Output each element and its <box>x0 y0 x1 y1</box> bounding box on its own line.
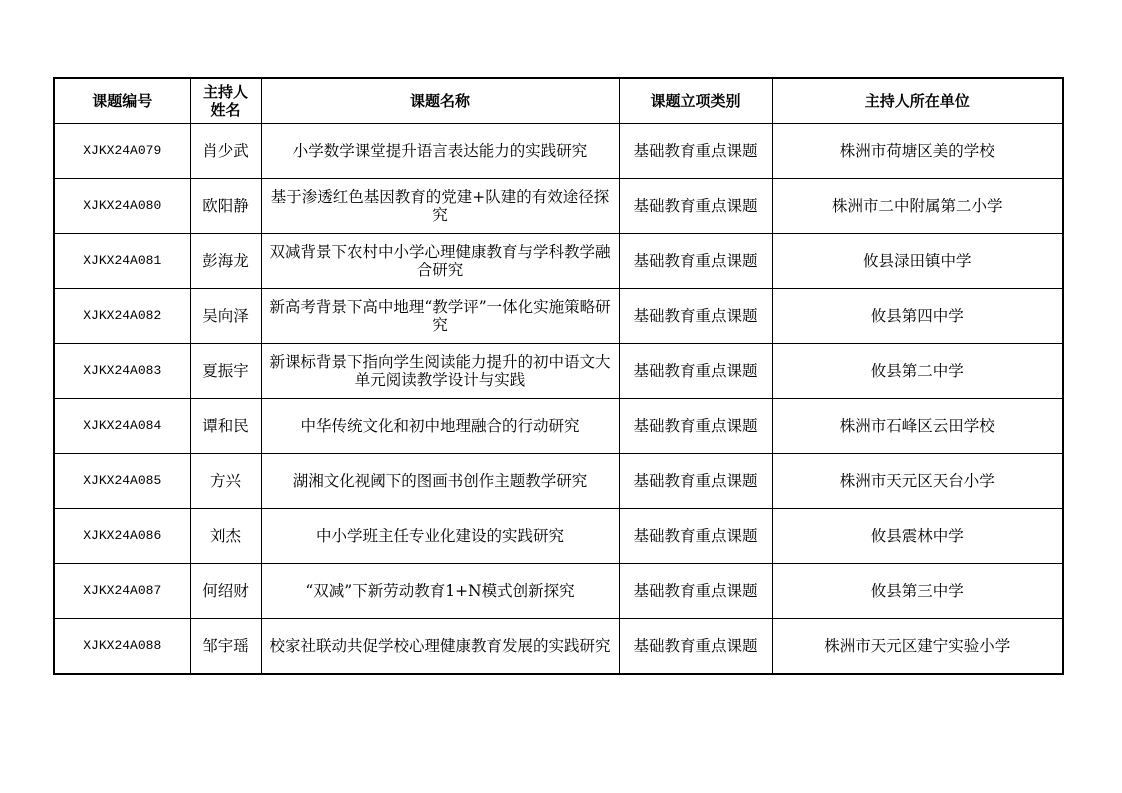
header-category: 课题立项类别 <box>619 78 772 124</box>
cell-title: 小学数学课堂提升语言表达能力的实践研究 <box>261 124 619 179</box>
table-row <box>54 124 1063 179</box>
cell-code: XJKX24A088 <box>54 619 190 675</box>
cell-host: 彭海龙 <box>190 234 261 289</box>
cell-unit: 攸县渌田镇中学 <box>772 234 1063 289</box>
cell-host: 谭和民 <box>190 399 261 454</box>
cell-unit: 株洲市天元区天台小学 <box>772 454 1063 509</box>
header-code: 课题编号 <box>54 78 190 124</box>
cell-title: 新课标背景下指向学生阅读能力提升的初中语文大单元阅读教学设计与实践 <box>261 344 619 399</box>
cell-unit: 攸县第三中学 <box>772 564 1063 619</box>
cell-title: 湖湘文化视阈下的图画书创作主题教学研究 <box>261 454 619 509</box>
cell-code: XJKX24A083 <box>54 344 190 399</box>
cell-code: XJKX24A084 <box>54 399 190 454</box>
cell-unit: 攸县第四中学 <box>772 289 1063 344</box>
cell-category: 基础教育重点课题 <box>619 289 772 344</box>
table-row <box>54 234 1063 289</box>
cell-code: XJKX24A087 <box>54 564 190 619</box>
table-row <box>54 179 1063 234</box>
project-table <box>53 77 1064 675</box>
cell-category: 基础教育重点课题 <box>619 454 772 509</box>
cell-host: 夏振宇 <box>190 344 261 399</box>
header-host <box>190 78 261 124</box>
cell-unit: 株洲市天元区建宁实验小学 <box>772 619 1063 675</box>
cell-host: 刘杰 <box>190 509 261 564</box>
cell-title: 双减背景下农村中小学心理健康教育与学科教学融合研究 <box>261 234 619 289</box>
cell-unit: 攸县第二中学 <box>772 344 1063 399</box>
cell-host: 何绍财 <box>190 564 261 619</box>
table-row <box>54 564 1063 619</box>
cell-title: 基于渗透红色基因教育的党建+队建的有效途径探究 <box>261 179 619 234</box>
cell-unit: 株洲市石峰区云田学校 <box>772 399 1063 454</box>
table-row <box>54 289 1063 344</box>
cell-code: XJKX24A086 <box>54 509 190 564</box>
cell-unit: 株洲市荷塘区美的学校 <box>772 124 1063 179</box>
cell-title: 中小学班主任专业化建设的实践研究 <box>261 509 619 564</box>
cell-unit: 攸县震林中学 <box>772 509 1063 564</box>
cell-title: 新高考背景下高中地理“教学评”一体化实施策略研究 <box>261 289 619 344</box>
table-row <box>54 619 1063 675</box>
cell-category: 基础教育重点课题 <box>619 344 772 399</box>
cell-host: 肖少武 <box>190 124 261 179</box>
table-row <box>54 344 1063 399</box>
header-unit: 主持人所在单位 <box>772 78 1063 124</box>
cell-host: 吴向泽 <box>190 289 261 344</box>
cell-category: 基础教育重点课题 <box>619 399 772 454</box>
cell-host: 方兴 <box>190 454 261 509</box>
table-header-row <box>54 78 1063 124</box>
cell-title: “双减”下新劳动教育1+N模式创新探究 <box>261 564 619 619</box>
cell-code: XJKX24A082 <box>54 289 190 344</box>
cell-code: XJKX24A079 <box>54 124 190 179</box>
cell-category: 基础教育重点课题 <box>619 564 772 619</box>
cell-code: XJKX24A081 <box>54 234 190 289</box>
cell-unit: 株洲市二中附属第二小学 <box>772 179 1063 234</box>
table-row <box>54 509 1063 564</box>
cell-category: 基础教育重点课题 <box>619 509 772 564</box>
cell-code: XJKX24A085 <box>54 454 190 509</box>
cell-category: 基础教育重点课题 <box>619 234 772 289</box>
cell-title: 校家社联动共促学校心理健康教育发展的实践研究 <box>261 619 619 675</box>
cell-category: 基础教育重点课题 <box>619 124 772 179</box>
table-row <box>54 454 1063 509</box>
header-title: 课题名称 <box>261 78 619 124</box>
cell-category: 基础教育重点课题 <box>619 619 772 675</box>
cell-host: 邹宇瑶 <box>190 619 261 675</box>
header-host-label: 主持人姓名 <box>202 83 248 119</box>
table-row <box>54 399 1063 454</box>
cell-code: XJKX24A080 <box>54 179 190 234</box>
cell-host: 欧阳静 <box>190 179 261 234</box>
cell-category: 基础教育重点课题 <box>619 179 772 234</box>
cell-title: 中华传统文化和初中地理融合的行动研究 <box>261 399 619 454</box>
